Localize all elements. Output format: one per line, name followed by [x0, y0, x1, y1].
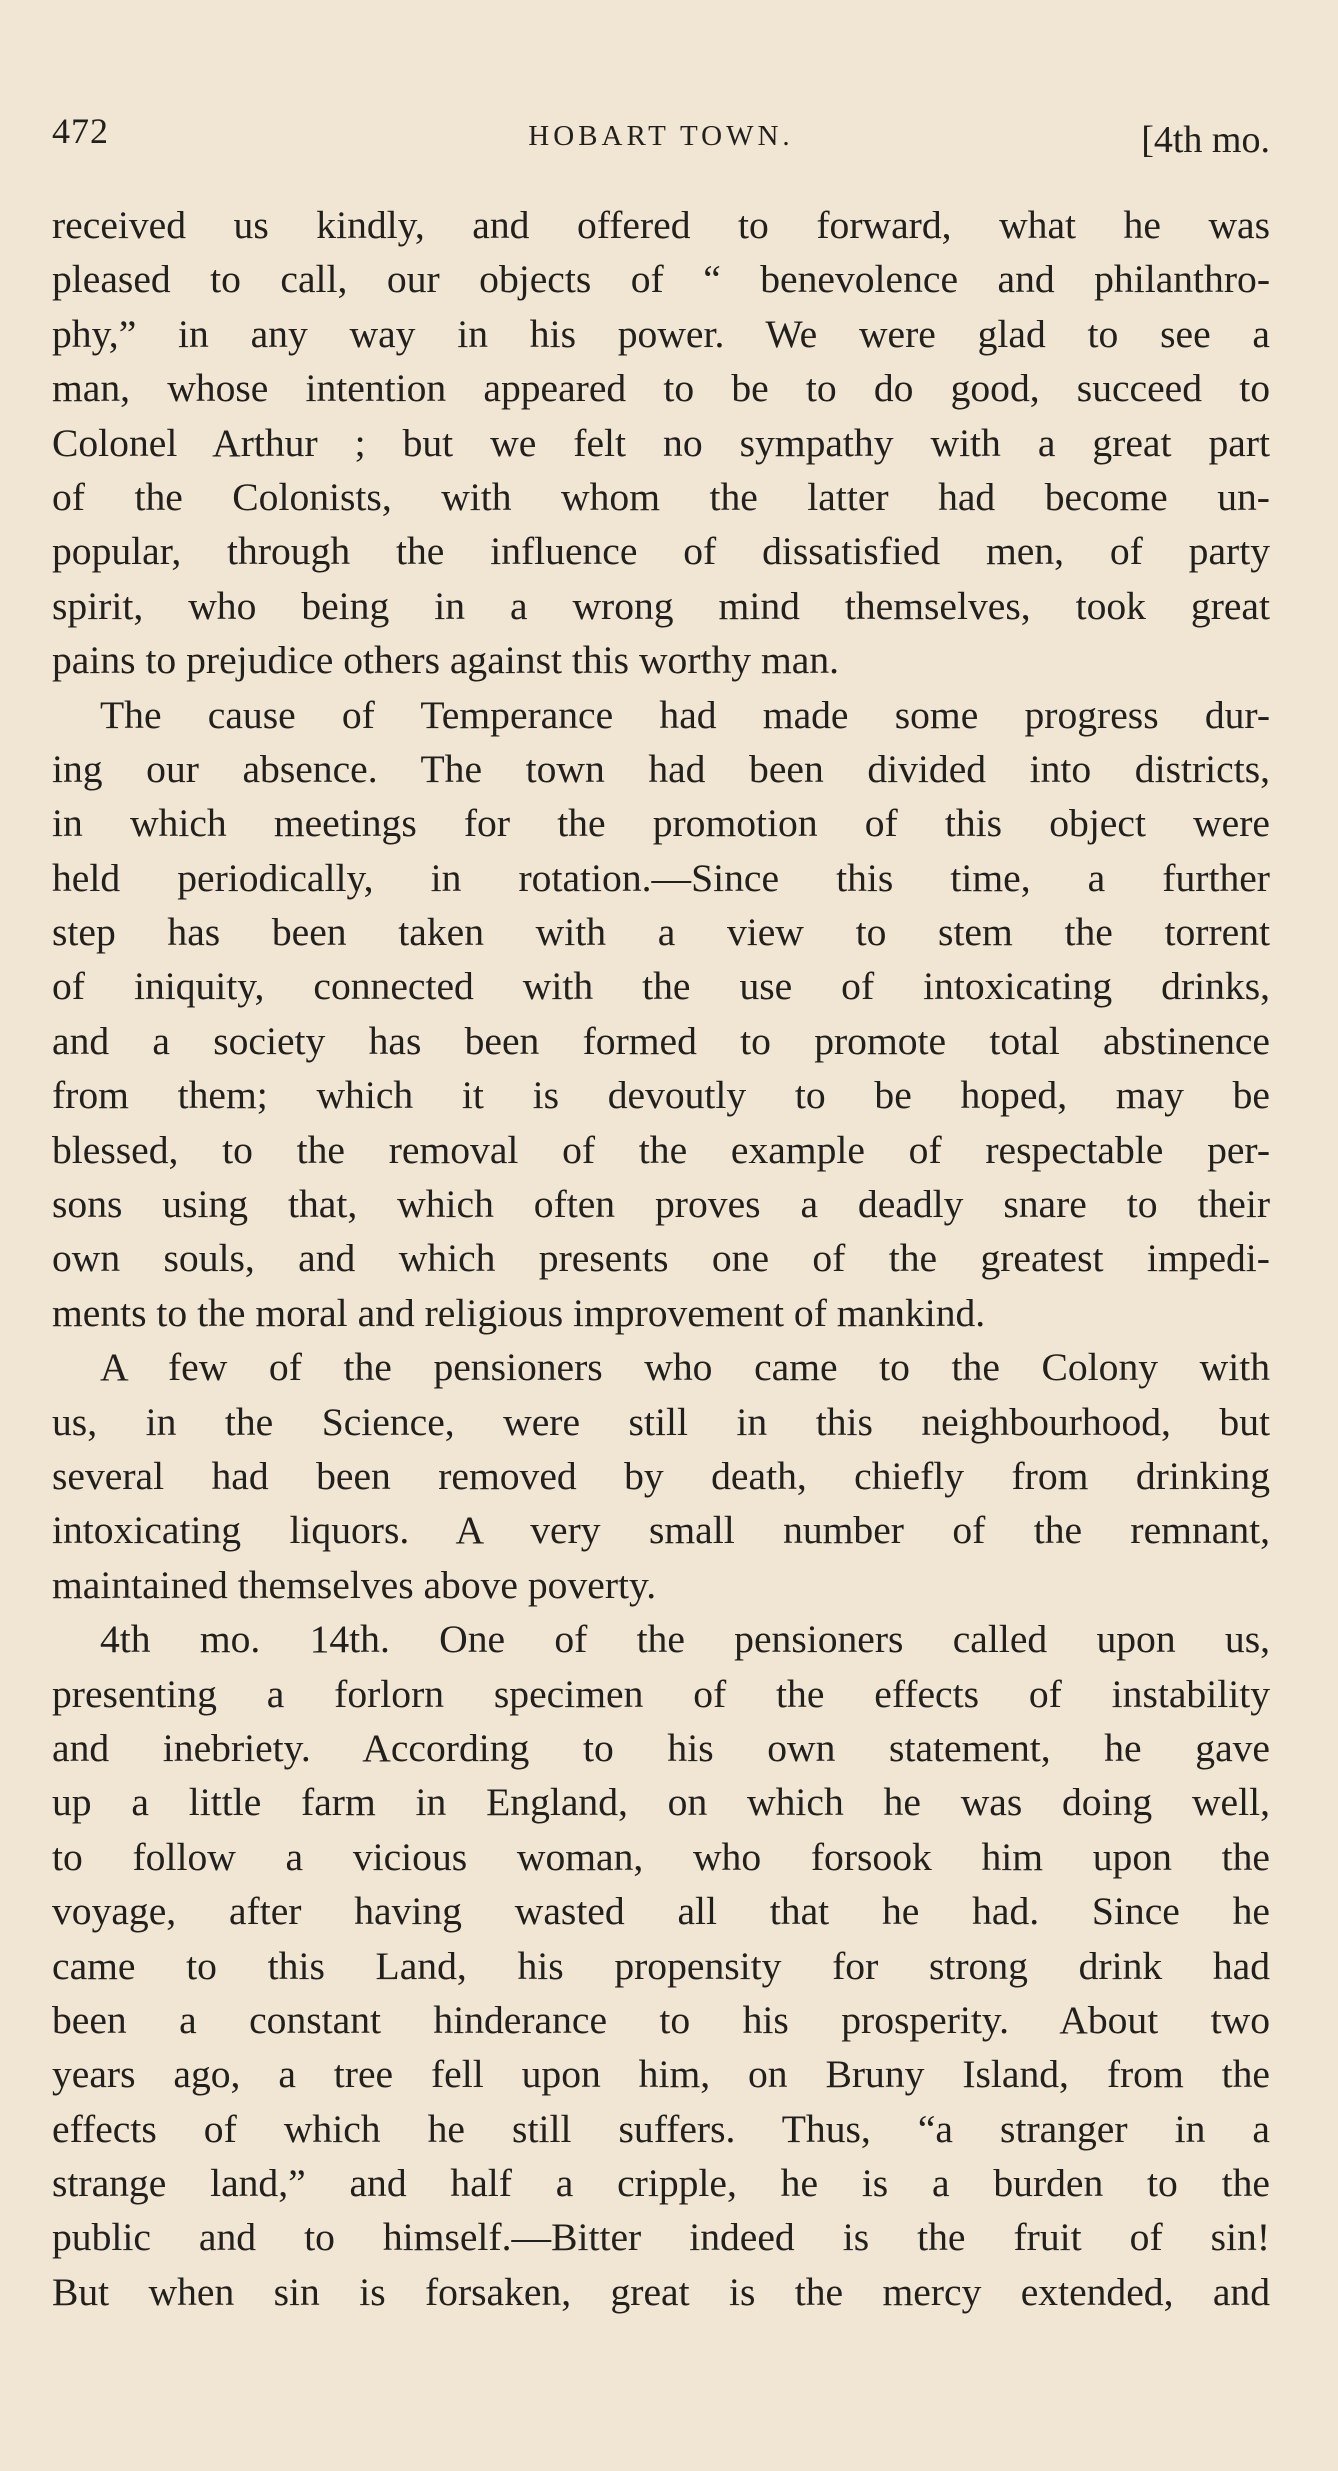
text-line: voyage, after having wasted all that he had. Since he — [52, 1889, 1270, 1934]
text-line: held periodically, in rotation.—Since this time, a further — [52, 855, 1270, 900]
text-line: from them; which it is devoutly to be hoped, may be — [52, 1073, 1270, 1118]
text-line: ing our absence. The town had been divided into districts, — [52, 746, 1270, 791]
text-line: strange land,” and half a cripple, he is a burden to the — [52, 2161, 1270, 2206]
text-line: years ago, a tree fell upon him, on Bruny Island, from the — [52, 2052, 1270, 2097]
text-line: step has been taken with a view to stem the torrent — [52, 910, 1270, 955]
text-line: sons using that, which often proves a deadly snare to their — [52, 1182, 1270, 1227]
text-line: to follow a vicious woman, who forsook him upon the — [52, 1834, 1270, 1879]
text-line: received us kindly, and offered to forward, what he was — [52, 203, 1270, 247]
page-header — [52, 110, 1270, 170]
text-line: presenting a forlorn specimen of the effects of instability — [52, 1671, 1270, 1716]
text-line: came to this Land, his propensity for strong drink had — [52, 1943, 1270, 1988]
text-line: maintained themselves above poverty. — [52, 1562, 657, 1607]
text-line: pleased to call, our objects of “ benevolence and philanthro- — [52, 257, 1270, 302]
text-line: several had been removed by death, chiefly from drinking — [52, 1453, 1270, 1498]
text-line: up a little farm in England, on which he was doing well, — [52, 1780, 1270, 1825]
text-line: effects of which he still suffers. Thus, “a stranger in a — [52, 2106, 1270, 2151]
text-line: blessed, to the removal of the example of respectable per- — [52, 1127, 1270, 1172]
text-line: man, whose intention appeared to be to do good, succeed to — [52, 366, 1270, 411]
text-line: popular, through the influence of dissatisfied men, of party — [52, 529, 1270, 574]
text-line: of the Colonists, with whom the latter had become un- — [52, 474, 1270, 519]
text-line: A few of the pensioners who came to the Colony with — [100, 1345, 1270, 1390]
text-line: been a constant hinderance to his prosperity. About two — [52, 1997, 1270, 2042]
page-number: 472 — [52, 111, 109, 151]
text-line: ments to the moral and religious improvement of mankind. — [52, 1290, 986, 1335]
section-marker: [4th mo. — [1141, 119, 1270, 161]
text-line: spirit, who being in a wrong mind themselves, took great — [52, 583, 1270, 628]
text-line: us, in the Science, were still in this neighbourhood, but — [52, 1399, 1270, 1444]
text-line: in which meetings for the promotion of this object were — [52, 801, 1270, 846]
text-line: own souls, and which presents one of the greatest impedi- — [52, 1236, 1270, 1281]
text-line: of iniquity, connected with the use of intoxicating drinks, — [52, 964, 1270, 1009]
text-line: public and to himself.—Bitter indeed is the fruit of sin! — [52, 2215, 1270, 2260]
text-line: and a society has been formed to promote total abstinence — [52, 1018, 1270, 1063]
text-line: pains to prejudice others against this worthy man. — [52, 638, 840, 683]
text-line: intoxicating liquors. A very small number of the remnant, — [52, 1508, 1270, 1553]
text-line: and inebriety. According to his own statement, he gave — [52, 1725, 1270, 1770]
running-head: HOBART TOWN. — [528, 120, 794, 152]
text-line: 4th mo. 14th. One of the pensioners called upon us, — [100, 1617, 1270, 1662]
body-text — [52, 198, 1270, 2319]
text-line: Colonel Arthur ; but we felt no sympathy with a great part — [52, 420, 1270, 465]
text-line: The cause of Temperance had made some progress dur- — [100, 692, 1270, 737]
text-line: phy,” in any way in his power. We were glad to see a — [52, 311, 1270, 356]
text-line: But when sin is forsaken, great is the mercy extended, and — [52, 2269, 1270, 2314]
